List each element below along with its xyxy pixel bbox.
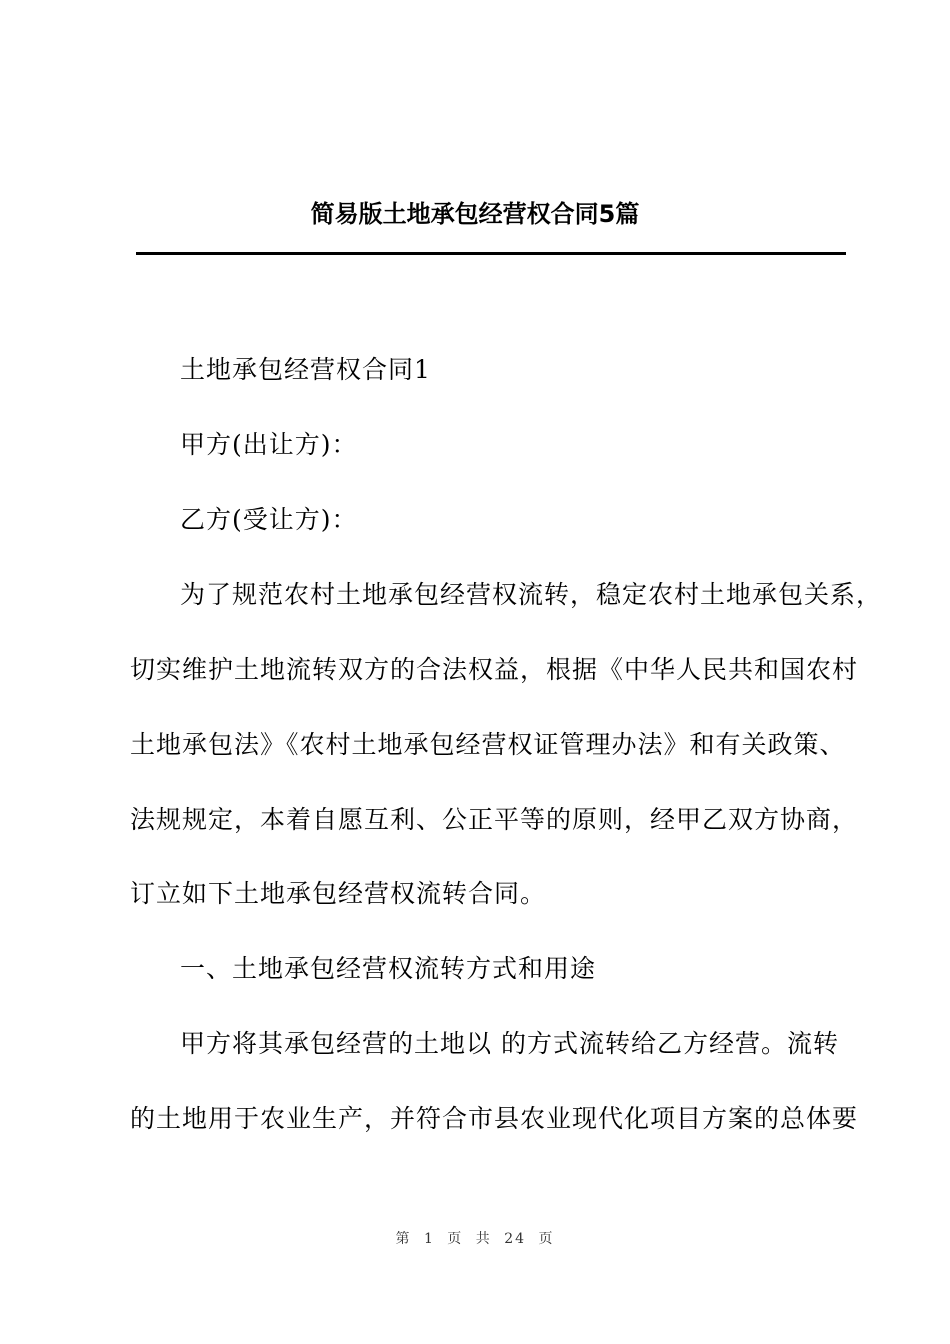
paragraph-line: 的土地用于农业生产，并符合市县农业现代化项目方案的总体要 xyxy=(130,1104,859,1133)
party-b-line: 乙方(受让方)： xyxy=(180,505,358,534)
paragraph-line: 订立如下土地承包经营权流转合同。 xyxy=(130,879,547,908)
paragraph-line: 土地承包法》《农村土地承包经营权证管理办法》和有关政策、 xyxy=(130,730,846,759)
paragraph-line: 甲方将其承包经营的土地以 的方式流转给乙方经营。流转 xyxy=(180,1029,839,1058)
paragraph-line: 法规规定，本着自愿互利、公正平等的原则，经甲乙双方协商， xyxy=(130,805,859,834)
party-a-line: 甲方(出让方)： xyxy=(180,430,358,459)
title-divider xyxy=(136,252,846,255)
section-heading: 土地承包经营权合同1 xyxy=(180,355,431,384)
document-title: 简易版土地承包经营权合同5篇 xyxy=(310,200,640,228)
paragraph-line: 为了规范农村土地承包经营权流转，稳定农村土地承包关系， xyxy=(180,580,883,609)
page-number: 第 1 页 共 24 页 xyxy=(395,1231,555,1247)
paragraph-line: 切实维护土地流转双方的合法权益，根据《中华人民共和国农村 xyxy=(130,655,859,684)
clause-heading: 一、土地承包经营权流转方式和用途 xyxy=(180,954,597,983)
